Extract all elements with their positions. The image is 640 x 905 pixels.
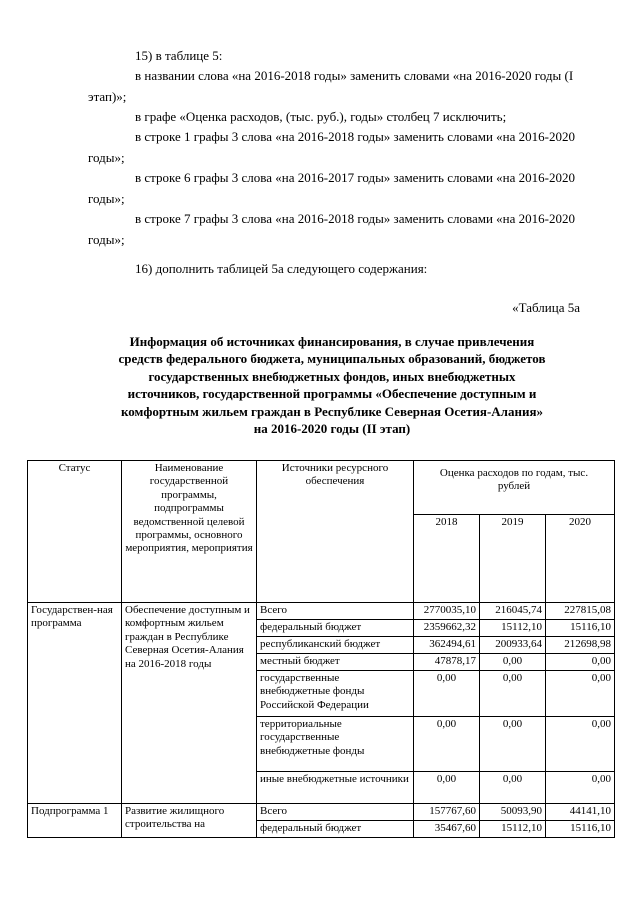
paragraph: в строке 6 графы 3 слова «на 2016-2017 годы» заменить словами «на 2016-2020 годы»;	[88, 170, 575, 206]
financing-table	[27, 460, 615, 838]
value-cell: 362494,61	[414, 637, 480, 654]
value-cell: 0,00	[414, 671, 480, 717]
value-cell: 216045,74	[480, 603, 546, 620]
value-cell: 15116,10	[546, 620, 615, 637]
list-item-16: 16) дополнить таблицей 5а следующего содержания:	[135, 261, 428, 276]
value-cell: 15116,10	[546, 821, 615, 838]
name-cell: Обеспечение доступным и комфортным жильем граждан в Республике Северная Осетия-Алания на 2016-2018 годы	[122, 603, 257, 804]
value-cell: 44141,10	[546, 804, 615, 821]
paragraph: в строке 1 графы 3 слова «на 2016-2018 годы» заменить словами «на 2016-2020 годы»;	[88, 129, 575, 165]
value-cell: 227815,08	[546, 603, 615, 620]
header-year-2018: 2018	[414, 515, 480, 603]
header-name: Наименование государственной программы, подпрограммы ведомственной целевой программы, основного мероприятия, мероприятия	[122, 461, 257, 603]
value-cell: 0,00	[480, 772, 546, 804]
table-reference: «Таблица 5а	[512, 300, 580, 315]
value-cell: 2770035,10	[414, 603, 480, 620]
header-year-2020: 2020	[546, 515, 615, 603]
value-cell: 0,00	[546, 671, 615, 717]
table-header-row	[28, 461, 615, 515]
value-cell: 0,00	[546, 717, 615, 772]
value-cell: 0,00	[414, 772, 480, 804]
value-cell: 0,00	[480, 671, 546, 717]
value-cell: 2359662,32	[414, 620, 480, 637]
paragraph: в названии слова «на 2016-2018 годы» заменить словами «на 2016-2020 годы (I этап)»;	[88, 68, 574, 104]
source-cell: Всего	[257, 804, 414, 821]
source-cell: Всего	[257, 603, 414, 620]
header-status: Статус	[28, 461, 122, 603]
status-cell: Государствен-ная программа	[28, 603, 122, 804]
source-cell: государственные внебюджетные фонды Российской Федерации	[257, 671, 414, 717]
value-cell: 47878,17	[414, 654, 480, 671]
list-item-15: 15) в таблице 5:	[135, 48, 223, 63]
value-cell: 15112,10	[480, 620, 546, 637]
value-cell: 15112,10	[480, 821, 546, 838]
value-cell: 0,00	[546, 772, 615, 804]
value-cell: 35467,60	[414, 821, 480, 838]
table-title: Информация об источниках финансирования, в случае привлечения средств федерального бюджета, муниципальных образований, бюджетов государственных внебюджетных фондов, иных внебюджетных источников, государственной программы «Обеспечение доступным и комфортным жильем граждан в Республике Северная Осетия-Алания» на 2016-2020 годы (II этап)	[118, 334, 546, 437]
table-row	[28, 804, 615, 821]
header-costs: Оценка расходов по годам, тыс. рублей	[414, 461, 615, 515]
status-cell: Подпрограмма 1	[28, 804, 122, 838]
source-cell: местный бюджет	[257, 654, 414, 671]
value-cell: 0,00	[480, 717, 546, 772]
value-cell: 157767,60	[414, 804, 480, 821]
header-sources: Источники ресурсного обеспечения	[257, 461, 414, 603]
name-cell: Развитие жилищного строительства на	[122, 804, 257, 838]
value-cell: 0,00	[546, 654, 615, 671]
value-cell: 212698,98	[546, 637, 615, 654]
value-cell: 50093,90	[480, 804, 546, 821]
source-cell: иные внебюджетные источники	[257, 772, 414, 804]
value-cell: 200933,64	[480, 637, 546, 654]
value-cell: 0,00	[414, 717, 480, 772]
source-cell: республиканский бюджет	[257, 637, 414, 654]
header-year-2019: 2019	[480, 515, 546, 603]
value-cell: 0,00	[480, 654, 546, 671]
paragraph: в строке 7 графы 3 слова «на 2016-2018 годы» заменить словами «на 2016-2020 годы»;	[88, 211, 575, 247]
paragraph: в графе «Оценка расходов, (тыс. руб.), годы» столбец 7 исключить;	[135, 109, 507, 124]
source-cell: федеральный бюджет	[257, 821, 414, 838]
source-cell: федеральный бюджет	[257, 620, 414, 637]
source-cell: территориальные государственные внебюджетные фонды	[257, 717, 414, 772]
table-row	[28, 603, 615, 620]
